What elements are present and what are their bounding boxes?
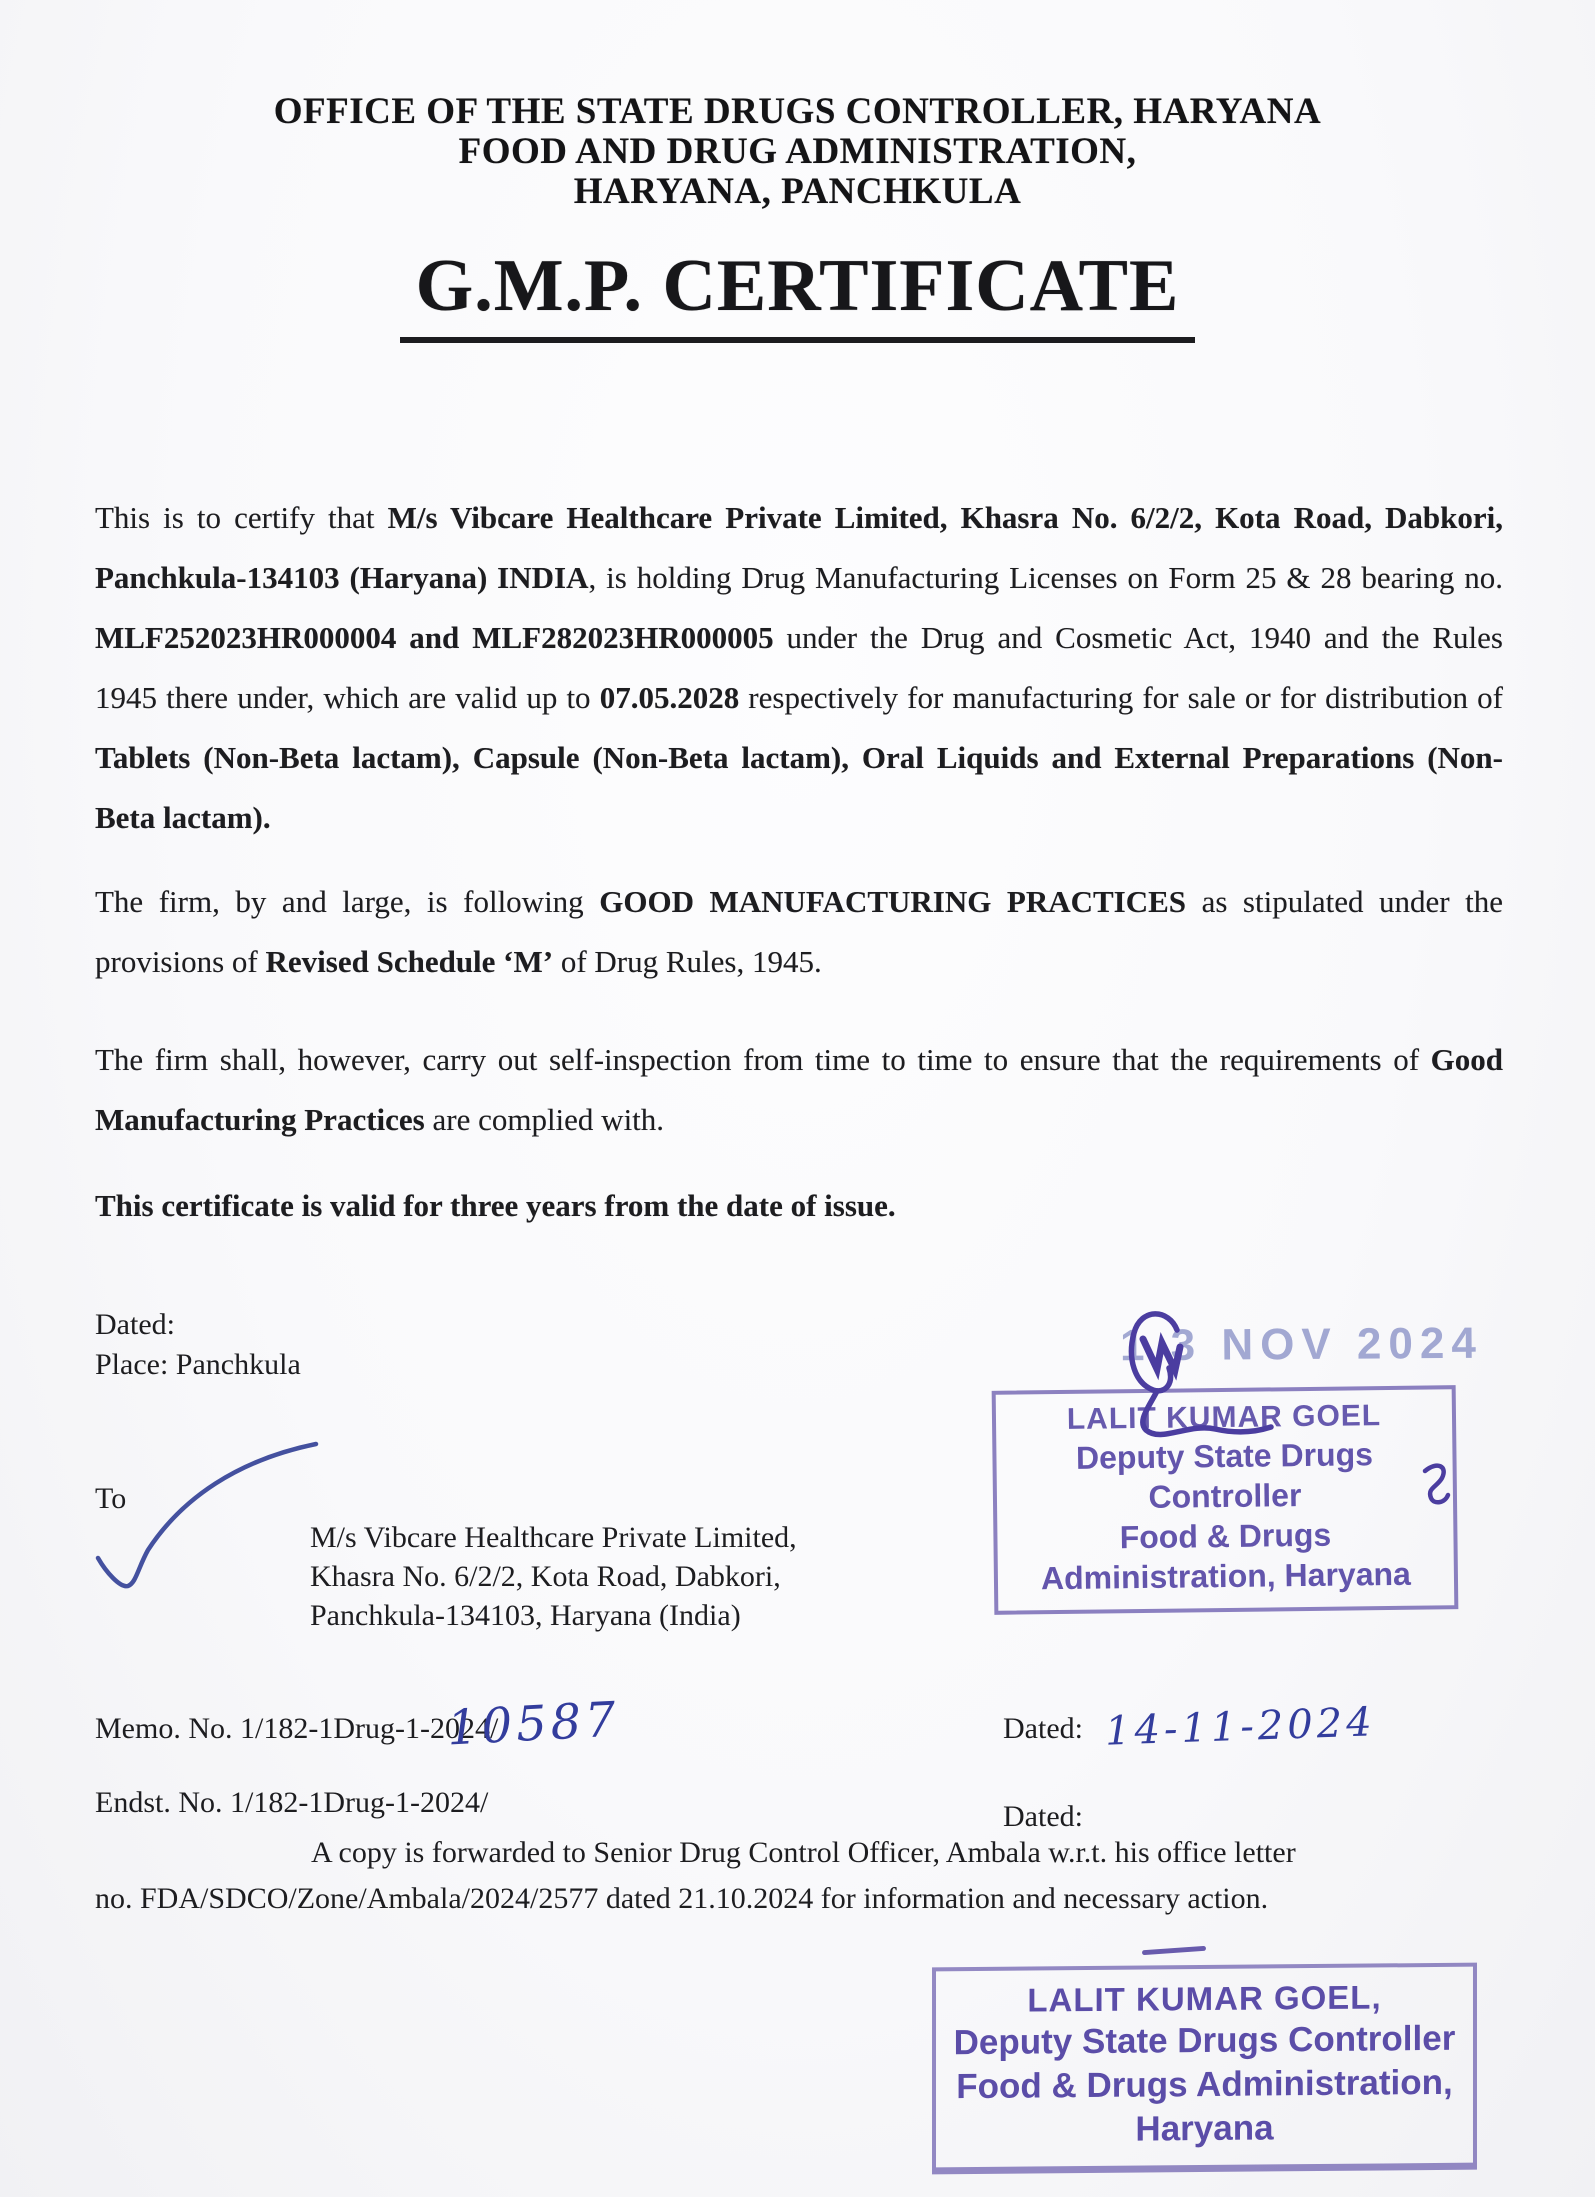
gmp-seg-2: as stipulated under the provisions of bbox=[95, 884, 1504, 979]
self-inspection-paragraph bbox=[95, 1030, 1503, 1150]
forward-note-line-1: A copy is forwarded to Senior Drug Control Officer, Ambala w.r.t. his office letter bbox=[311, 1836, 1296, 1869]
letterhead-line-2: FOOD AND DRUG ADMINISTRATION, bbox=[458, 131, 1137, 172]
gmp-seg-0: The firm, by and large, is following bbox=[95, 884, 600, 919]
certify-seg-0: This is to certify that bbox=[95, 500, 388, 535]
certify-paragraph bbox=[95, 488, 1503, 848]
stamp-pen-mark bbox=[1142, 1946, 1206, 1955]
firm-name-address: M/s Vibcare Healthcare Private Limited, Khasra No. 6/2/2, Kota Road, Dabkori, Panchkula-134103 (Haryana) INDIA bbox=[95, 500, 1503, 595]
officer-stamp-bottom bbox=[932, 1963, 1477, 2175]
gmp-seg-4: of Drug Rules, 1945. bbox=[553, 944, 822, 979]
memo-dated-label: Dated: bbox=[1003, 1712, 1083, 1745]
memo-number-label: Memo. No. 1/182-1Drug-1-2024/ bbox=[95, 1712, 499, 1745]
dated-label: Dated: bbox=[95, 1308, 175, 1341]
endst-dated-label: Dated: bbox=[1003, 1800, 1083, 1833]
memo-row bbox=[95, 1691, 1515, 1792]
checkmark-signature-icon bbox=[90, 1440, 330, 1600]
officer-title-bottom: Deputy State Drugs Controller bbox=[953, 2018, 1456, 2063]
endst-number-label: Endst. No. 1/182-1Drug-1-2024/ bbox=[95, 1786, 489, 1819]
recipient-address bbox=[310, 1518, 797, 1635]
address-line-3: Panchkula-134103, Haryana (India) bbox=[310, 1599, 741, 1632]
officer-name: LALIT KUMAR GOEL bbox=[1066, 1399, 1382, 1436]
validity-statement: This certificate is valid for three years from the date of issue. bbox=[95, 1188, 896, 1223]
letterhead-line-3: HARYANA, PANCHKULA bbox=[573, 171, 1022, 212]
date-stamp: 1 3 NOV 2024 bbox=[1119, 1318, 1484, 1371]
valid-until-date: 07.05.2028 bbox=[599, 680, 740, 715]
document-title-text: G.M.P. CERTIFICATE bbox=[400, 244, 1196, 343]
certify-seg-4: under the Drug and Cosmetic Act, 1940 and the Rules 1945 there under, which are valid up to bbox=[95, 620, 1503, 715]
address-line-2: Khasra No. 6/2/2, Kota Road, Dabkori, bbox=[310, 1560, 781, 1593]
license-numbers: MLF252023HR000004 and MLF282023HR000005 bbox=[95, 620, 774, 655]
issue-block bbox=[95, 1305, 301, 1385]
gmp-compliance-paragraph bbox=[95, 872, 1503, 992]
forward-note-line-2: no. FDA/SDCO/Zone/Ambala/2024/2577 dated 21.10.2024 for information and necessary action. bbox=[95, 1882, 1269, 1915]
officer-title: Deputy State Drugs Controller bbox=[1075, 1436, 1374, 1515]
place-label: Place: Panchkula bbox=[95, 1348, 301, 1381]
memo-handwritten-number: 10587 bbox=[445, 1691, 622, 1757]
officer-name-bottom: LALIT KUMAR GOEL, bbox=[1027, 1978, 1382, 2019]
letterhead bbox=[0, 92, 1595, 212]
signature-icon bbox=[1085, 1285, 1485, 1515]
schedule-m-text: Revised Schedule ‘M’ bbox=[265, 944, 554, 979]
top-stamp-group bbox=[975, 1300, 1484, 1597]
to-label: To bbox=[95, 1482, 127, 1515]
officer-organization: Food & Drugs Administration, Haryana bbox=[1040, 1516, 1412, 1597]
gmp-practices-text: GOOD MANUFACTURING PRACTICES bbox=[599, 884, 1187, 919]
inspection-seg-2: are complied with. bbox=[424, 1102, 665, 1137]
bottom-stamp-group bbox=[932, 1948, 1477, 2172]
letterhead-line-1: OFFICE OF THE STATE DRUGS CONTROLLER, HARYANA bbox=[273, 91, 1322, 132]
product-categories: Tablets (Non-Beta lactam), Capsule (Non-Beta lactam), Oral Liquids and External Preparations (Non-Beta lactam). bbox=[95, 740, 1503, 835]
officer-organization-bottom: Food & Drugs Administration, Haryana bbox=[956, 2062, 1453, 2149]
memo-handwritten-date: 14-11-2024 bbox=[1104, 1699, 1377, 1755]
inspection-seg-0: The firm shall, however, carry out self-inspection from time to time to ensure that the requirements of bbox=[95, 1042, 1431, 1077]
certify-seg-2: , is holding Drug Manufacturing Licenses on Form 25 & 28 bearing no. bbox=[588, 560, 1503, 595]
document-title bbox=[0, 244, 1595, 343]
good-manufacturing-text: Good Manufacturing Practices bbox=[95, 1042, 1503, 1137]
certify-seg-6: respectively for manufacturing for sale or for distribution of bbox=[739, 680, 1503, 715]
address-line-1: M/s Vibcare Healthcare Private Limited, bbox=[310, 1521, 797, 1554]
